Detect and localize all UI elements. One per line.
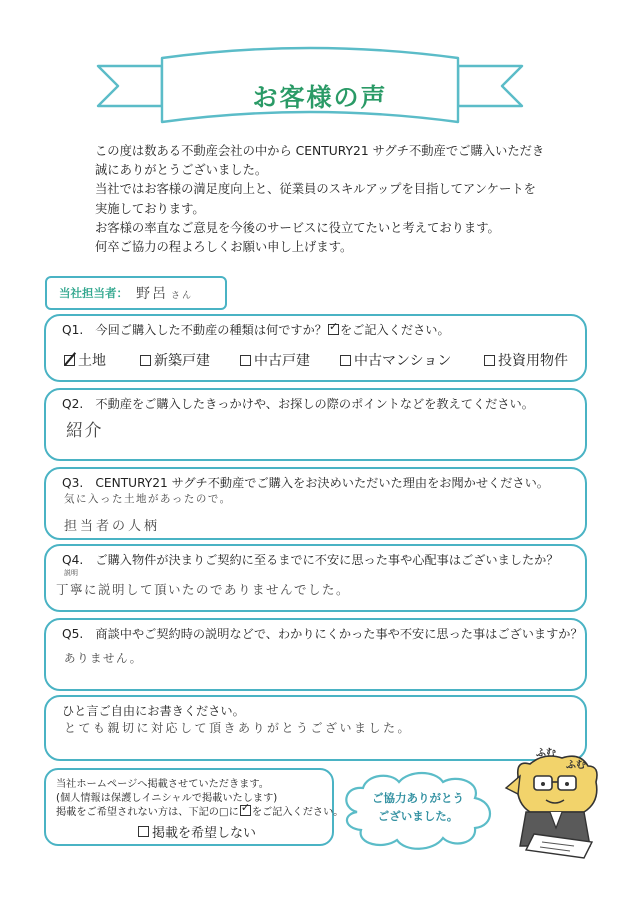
question-2-answer[interactable]: 紹介: [66, 421, 103, 441]
intro-line: 何卒ご協力の程よろしくお願い申し上げます。: [95, 240, 353, 255]
question-2-text: Q2. 不動産をご購入したきっかけや、お探しの際のポイントなどを教えてください。: [62, 397, 534, 411]
intro-line: この度は数ある不動産会社の中から CENTURY21 サグチ不動産でご購入いただき: [95, 144, 545, 158]
option-new-house[interactable]: [140, 350, 210, 370]
question-5-box: [44, 618, 587, 691]
consent-line-1: 当社ホームページへ掲載させていただきます。: [56, 779, 269, 790]
question-4-answer-note: 説明: [64, 569, 78, 577]
checkbox-icon: [138, 826, 149, 837]
option-label: 中古マンション: [354, 353, 452, 369]
intro-line: 実施しております。: [95, 201, 205, 216]
thanks-line-2: ございました。: [377, 809, 459, 823]
staff-suffix: さん: [171, 291, 194, 301]
staff-box: [45, 276, 227, 310]
mascot-sound-2: ふむ: [566, 760, 586, 771]
option-used-house[interactable]: [240, 350, 310, 370]
question-5-text: Q5. 商談中やご契約時の説明などで、わかりにくかった事や不安に思った事はございますか？: [62, 627, 583, 641]
page-title: お客様の声: [252, 83, 388, 112]
question-3-answer-line[interactable]: 気に入った土地があったので。: [64, 493, 232, 505]
option-label: 投資用物件: [498, 353, 568, 369]
checkbox-icon: [484, 355, 495, 366]
consent-line-3: [56, 803, 344, 818]
question-1-box: [44, 314, 587, 382]
option-label: 中古戸建: [254, 353, 310, 369]
optout-checkbox[interactable]: [138, 822, 256, 841]
question-1-text: [62, 321, 450, 338]
thanks-line-1: ご協力ありがとう: [372, 791, 464, 805]
question-2-box: [44, 388, 587, 461]
comment-answer[interactable]: とても親切に対応して頂きありがとうございました。: [64, 721, 413, 735]
question-5-answer[interactable]: ありません。: [64, 651, 143, 665]
question-4-text: Q4. ご購入物件が決まりご契約に至るまでに不安に思った事や心配事はございましたか？: [62, 553, 559, 567]
mascot-sound-1: ふむ: [536, 748, 556, 759]
mascot-icon: [500, 742, 610, 862]
option-label: 土地: [78, 353, 106, 369]
checkbox-icon: [240, 355, 251, 366]
checkmark-icon: [240, 805, 251, 816]
publication-consent-box: [44, 768, 344, 846]
staff-name-field[interactable]: [136, 283, 193, 303]
option-used-condo[interactable]: [340, 350, 451, 370]
question-1-prompt: Q1. 今回ご購入した不動産の種類は何ですか？: [62, 323, 327, 337]
consent-line-2: (個人情報は保護しイニシャルで掲載いたします): [56, 793, 278, 804]
comment-text: ひと言ご自由にお書きください。: [62, 704, 245, 718]
intro-line: 誠にありがとうございました。: [95, 163, 268, 178]
question-1-instruction: をご記入ください。: [339, 323, 450, 337]
checkbox-icon: [140, 355, 151, 366]
question-3-text: Q3. CENTURY21 サグチ不動産でご購入をお決めいただいた理由をお聞かせください。: [62, 476, 549, 490]
intro-line: 当社ではお客様の満足度向上と、従業員のスキルアップを目指してアンケートを: [95, 182, 536, 197]
checkmark-icon: [328, 324, 339, 335]
consent-line-3-suffix: をご記入ください。: [251, 807, 344, 818]
question-4-box: [44, 544, 587, 612]
consent-line-3-prefix: 掲載をご希望されない方は、下記の□に: [56, 807, 239, 818]
intro-text: [95, 142, 565, 257]
checkbox-icon: [340, 355, 351, 366]
staff-name: 野呂: [136, 286, 168, 302]
question-4-answer[interactable]: 丁寧に説明して頂いたのでありませんでした。: [56, 582, 351, 597]
option-land[interactable]: [64, 350, 106, 370]
option-investment[interactable]: [484, 350, 568, 370]
question-3-box: [44, 467, 587, 540]
option-label: 新築戸建: [154, 353, 210, 369]
staff-label: 当社担当者：: [59, 286, 128, 300]
checkbox-icon: [64, 355, 75, 366]
question-3-answer-line[interactable]: 担当者の人柄: [64, 519, 161, 534]
intro-line: お客様の率直なご意見を今後のサービスに役立てたいと考えております。: [95, 220, 500, 235]
optout-label: 掲載を希望しない: [152, 826, 257, 841]
